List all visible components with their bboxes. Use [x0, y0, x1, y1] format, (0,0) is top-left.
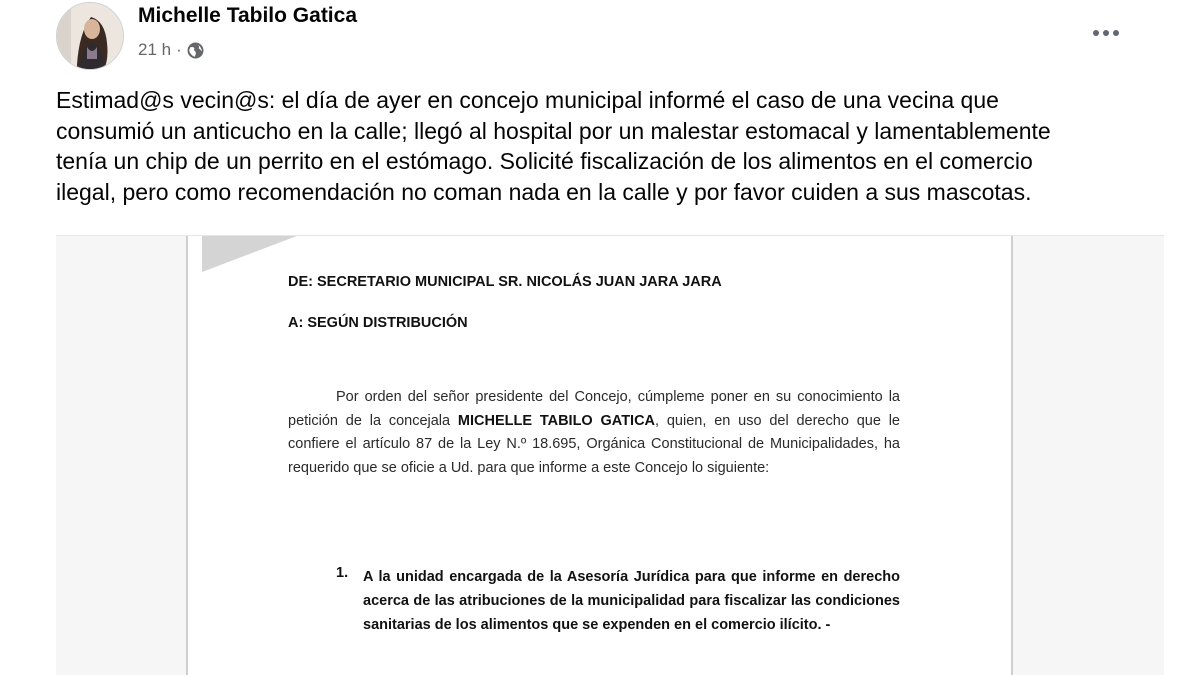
paragraph-name: MICHELLE TABILO GATICA: [457, 412, 656, 429]
document-page: [186, 236, 1013, 675]
post-text-line: ilegal, pero como recomendación no coman nada en la calle y por favor cuiden a sus mascotas.: [56, 178, 1032, 205]
post-time[interactable]: 21 h: [138, 40, 172, 59]
post-text-line: tenía un chip de un perrito en el estómago. Solicité fiscalización de los alimentos en el comercio: [56, 148, 1033, 174]
post-image[interactable]: [56, 235, 1164, 675]
more-options-dot: [1113, 30, 1119, 36]
document-to: A: SEGÚN DISTRIBUCIÓN: [288, 315, 468, 331]
list-item: A la unidad encargada de la Asesoría Jurídica para que informe en derecho acerca de las atribuciones de la municipalidad para fiscalizar las condiciones sanitarias de los alimentos que se expenden en el comercio ilícito. -: [363, 569, 900, 633]
more-options-dot: [1103, 30, 1109, 36]
page-corner-shape: [202, 236, 302, 274]
document-paragraph: [288, 386, 900, 480]
post-text: [56, 85, 1166, 207]
post-text-line: consumió un anticucho en la calle; llegó al hospital por un malestar estomacal y lamentablemente: [56, 117, 1051, 144]
meta-separator: ·: [176, 40, 182, 59]
paragraph-text-after: , quien, en uso del derecho que le confiere el artículo 87 de la Ley N.º 18.695, Orgánica Constitucional de Municipalidades, ha requerido que se oficie a Ud. para que informe a este Concejo lo siguiente:: [288, 412, 900, 476]
list-item-number: 1.: [336, 565, 349, 581]
avatar[interactable]: [56, 2, 124, 70]
more-options-button[interactable]: [1086, 18, 1126, 48]
document-from: DE: SECRETARIO MUNICIPAL SR. NICOLÁS JUAN JARA JARA: [288, 274, 722, 290]
post-header: [56, 0, 1156, 72]
globe-icon[interactable]: [187, 42, 204, 59]
more-options-icon: [1093, 30, 1099, 36]
post-text-line: Estimad@s vecin@s: el día de ayer en concejo municipal informé el caso de una vecina que: [56, 87, 999, 113]
paragraph-text-before: Por orden del señor presidente del Concejo, cúmpleme poner en su conocimiento la petición de la concejala: [288, 389, 900, 429]
post-meta: [138, 40, 204, 60]
author-name[interactable]: Michelle Tabilo Gatica: [138, 4, 358, 27]
profile-photo-icon: [57, 3, 124, 70]
